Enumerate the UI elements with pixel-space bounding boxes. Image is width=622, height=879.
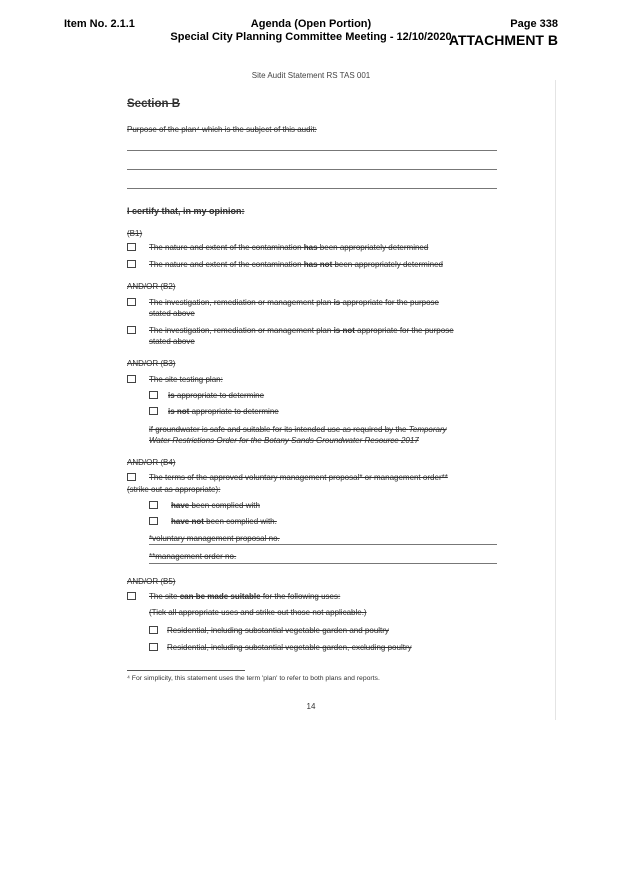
checkbox-icon[interactable]	[149, 391, 158, 399]
b4-intro-line2: (strike out as appropriate):	[127, 485, 221, 494]
b2-label: AND/OR (B2)	[127, 282, 176, 291]
page-label: Page 338	[510, 18, 558, 30]
checkbox-icon[interactable]	[127, 260, 136, 268]
b5-tick-note: (Tick all appropriate uses and strike out those not applicable.)	[149, 608, 367, 617]
item-number: Item No. 2.1.1	[64, 18, 135, 30]
purpose-line: Purpose of the plan⁴ which is the subject of this audit:	[127, 125, 317, 134]
b4-label: AND/OR (B4)	[127, 458, 176, 467]
audit-statement-title: Site Audit Statement RS TAS 001	[251, 71, 371, 80]
checkbox-icon[interactable]	[127, 243, 136, 251]
b4-sub-have: have been complied with	[149, 500, 260, 511]
b1-item-has: The nature and extent of the contamination has been appropriately determined	[127, 242, 428, 253]
checkbox-icon[interactable]	[127, 473, 136, 481]
footnote: ⁴ For simplicity, this statement uses the term 'plan' to refer to both plans and reports.	[127, 675, 380, 682]
purpose-blank-line-2	[127, 169, 497, 170]
page-number: 14	[306, 702, 316, 711]
attachment-label: ATTACHMENT B	[448, 32, 558, 48]
b2-item-is: The investigation, remediation or management plan is appropriate for the purpose	[127, 297, 439, 308]
meeting-title: Special City Planning Committee Meeting - 12/10/2020	[170, 31, 452, 43]
b4-mo-blank-line	[149, 563, 497, 564]
b4-vmp-blank-line	[149, 544, 497, 545]
b3-label: AND/OR (B3)	[127, 359, 176, 368]
certify-heading: I certify that, in my opinion:	[127, 206, 245, 216]
purpose-blank-line-1	[127, 150, 497, 151]
b1-item-has-not: The nature and extent of the contamination has not been appropriately determined	[127, 259, 443, 270]
b3-groundwater-line2: Water Restrictions Order for the Botany Sands Groundwater Resource 2017	[149, 436, 419, 445]
checkbox-icon[interactable]	[149, 517, 158, 525]
b4-sub-have-not: have not been complied with.	[149, 516, 277, 527]
b1-label: (B1)	[127, 229, 143, 238]
b4-vmp-number: *voluntary management proposal no.	[149, 534, 280, 543]
b2-item-is-not: The investigation, remediation or management plan is not appropriate for the purpose	[127, 325, 454, 336]
b3-groundwater-line1: if groundwater is safe and suitable for its intended use as required by the Temporary	[149, 425, 447, 434]
checkbox-icon[interactable]	[149, 626, 158, 634]
b5-use-with-poultry: Residential, including substantial vegetable garden and poultry	[149, 625, 389, 636]
b3-sub-is: is appropriate to determine	[149, 390, 264, 401]
b5-use-without-poultry: Residential, including substantial vegetable garden, excluding poultry	[149, 642, 412, 653]
purpose-blank-line-3	[127, 188, 497, 189]
checkbox-icon[interactable]	[127, 298, 136, 306]
b2-item-is-not-line2: stated above	[149, 337, 195, 346]
checkbox-icon[interactable]	[149, 643, 158, 651]
b4-intro-line1: The terms of the approved voluntary management proposal* or management order**	[127, 472, 448, 483]
b4-mo-number: **management order no.	[149, 552, 237, 561]
checkbox-icon[interactable]	[127, 326, 136, 334]
checkbox-icon[interactable]	[127, 592, 136, 600]
b5-label: AND/OR (B5)	[127, 577, 176, 586]
scan-edge	[555, 80, 556, 720]
agenda-title: Agenda (Open Portion)	[250, 18, 372, 30]
page-info	[449, 18, 558, 48]
section-title: Section B	[127, 98, 181, 110]
b3-intro: The site testing plan:	[127, 374, 223, 385]
footnote-divider	[127, 670, 245, 671]
b2-item-is-line2: stated above	[149, 309, 195, 318]
b3-sub-is-not: is not appropriate to determine	[149, 406, 279, 417]
checkbox-icon[interactable]	[149, 407, 158, 415]
b5-intro: The site can be made suitable for the following uses:	[127, 591, 340, 602]
checkbox-icon[interactable]	[127, 375, 136, 383]
checkbox-icon[interactable]	[149, 501, 158, 509]
